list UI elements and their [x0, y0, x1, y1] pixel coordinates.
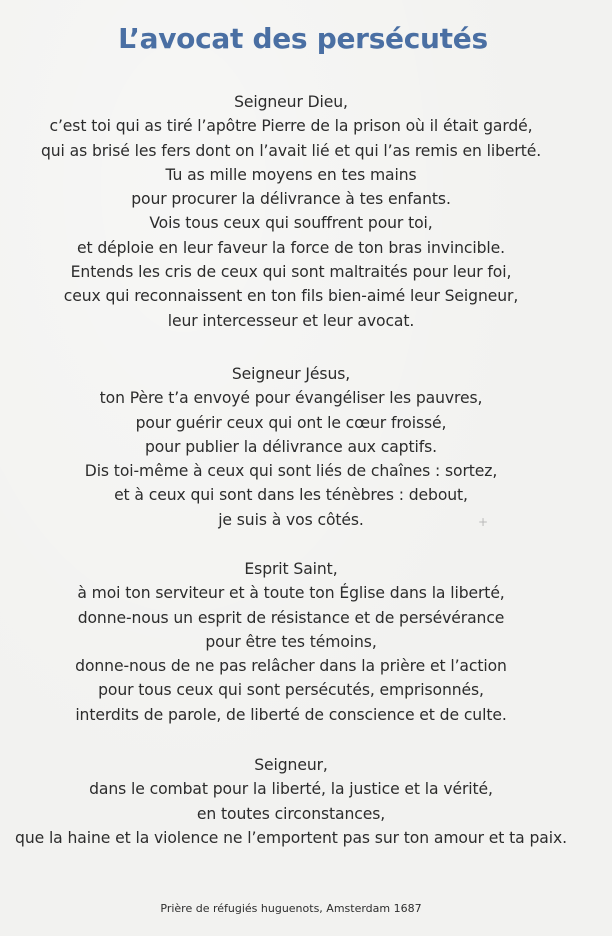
poem-line: Vois tous ceux qui souffrent pour toi, [149, 214, 433, 233]
poem-line: et à ceux qui sont dans les ténèbres : debout, [114, 486, 468, 505]
stanza-holy-spirit [0, 557, 582, 727]
poem-line: c’est toi qui as tiré l’apôtre Pierre de la prison où il était gardé, [49, 117, 533, 136]
page-title: L’avocat des persécutés [118, 22, 488, 55]
poem-line: ton Père t’a envoyé pour évangéliser les pauvres, [99, 389, 483, 408]
poem-line: qui as brisé les fers dont on l’avait lié et qui l’as remis en liberté. [40, 141, 542, 160]
poem-line: Entends les cris de ceux qui sont maltraités pour leur foi, [70, 263, 512, 282]
poem-line: pour guérir ceux qui ont le cœur froissé, [135, 413, 447, 432]
poem-line: donne-nous de ne pas relâcher dans la prière et l’action [75, 657, 507, 676]
poem-line: pour être tes témoins, [205, 632, 377, 651]
poem-line: dans le combat pour la liberté, la justice et la vérité, [89, 780, 493, 799]
source-attribution: Prière de réfugiés huguenots, Amsterdam 1687 [160, 902, 422, 915]
poem-line: en toutes circonstances, [196, 804, 386, 823]
poem-line: Dis toi-même à ceux qui sont liés de chaînes : sortez, [84, 462, 498, 481]
poem-line: à moi ton serviteur et à toute ton Église dans la liberté, [77, 584, 505, 603]
poem-line: pour procurer la délivrance à tes enfants. [131, 190, 451, 209]
stanza-lord-jesus [0, 362, 582, 532]
poem-line: que la haine et la violence ne l’emportent pas sur ton amour et ta paix. [15, 828, 567, 847]
poem-line: interdits de parole, de liberté de conscience et de culte. [75, 705, 507, 724]
poem-line: pour publier la délivrance aux captifs. [145, 437, 437, 456]
poem-line: Tu as mille moyens en tes mains [165, 165, 417, 184]
poem-line: Seigneur, [254, 756, 328, 774]
poem-line: et déploie en leur faveur la force de ton bras invincible. [76, 238, 506, 257]
poem-line: pour tous ceux qui sont persécutés, emprisonnés, [98, 681, 484, 700]
poem-line: leur intercesseur et leur avocat. [167, 311, 415, 330]
poem-line: donne-nous un esprit de résistance et de persévérance [77, 608, 505, 627]
faint-cross-mark: + [478, 515, 489, 529]
poem-line: Seigneur Dieu, [234, 93, 348, 111]
stanza-lord [0, 753, 582, 850]
poem-line: Esprit Saint, [244, 560, 338, 578]
poem-line: je suis à vos côtés. [218, 510, 364, 529]
stanza-lord-god [0, 90, 582, 333]
poem-line: ceux qui reconnaissent en ton fils bien-aimé leur Seigneur, [63, 287, 519, 306]
poem-line: Seigneur Jésus, [231, 365, 351, 383]
